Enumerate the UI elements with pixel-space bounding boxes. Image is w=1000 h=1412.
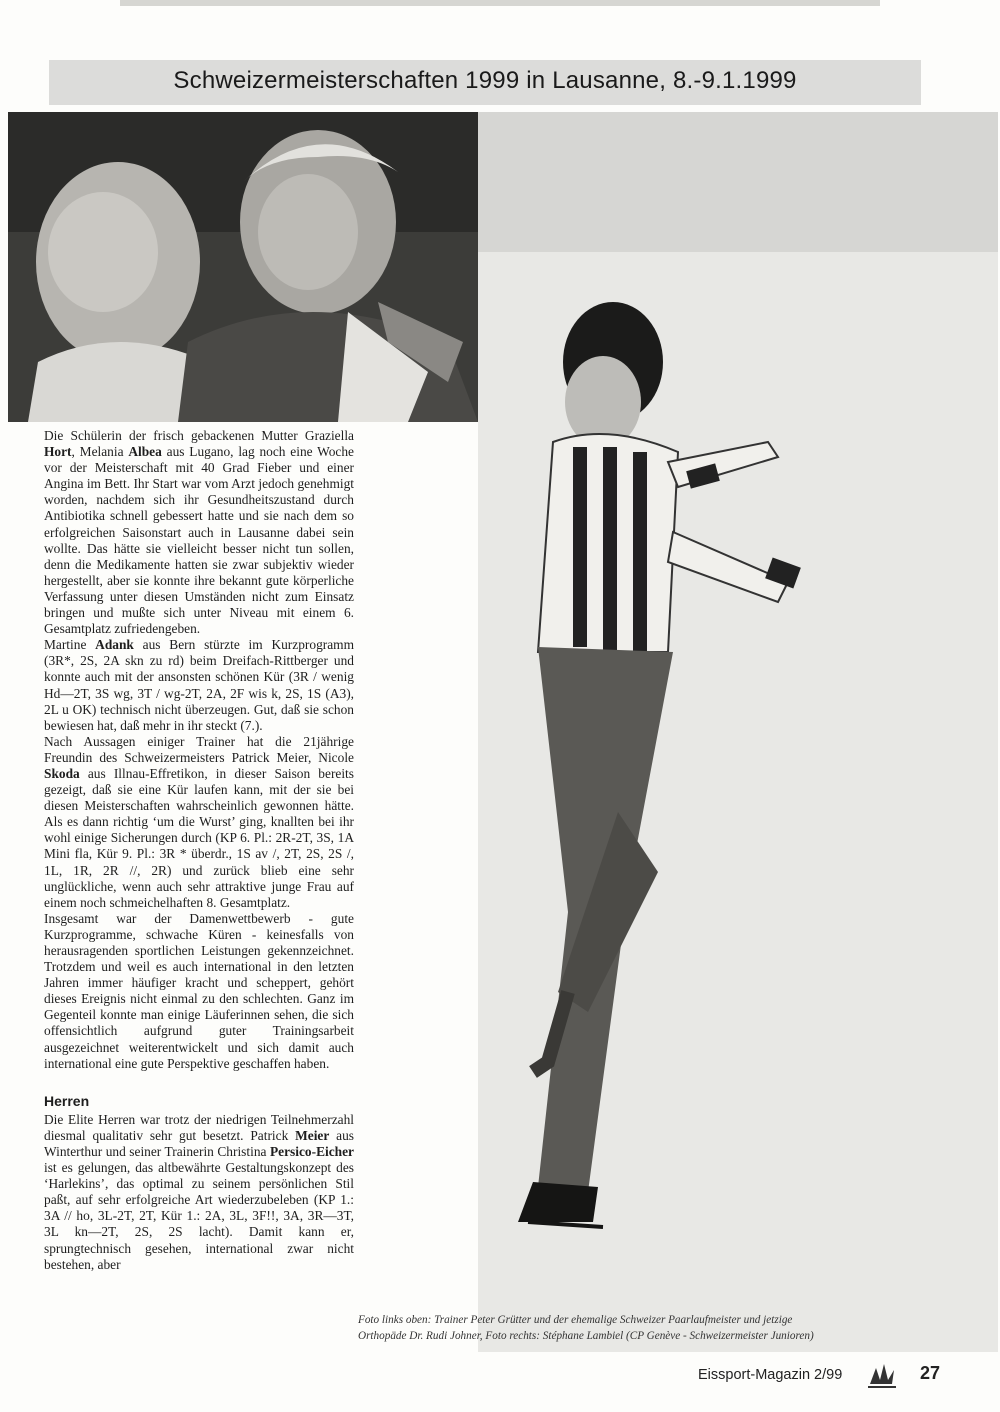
photo-coaches-illustration <box>8 112 478 422</box>
header-bar <box>49 60 921 105</box>
paragraph-skoda <box>44 734 354 911</box>
text-span: aus Bern stürzte im Kurzprogramm (3R*, 2S, 2A skn zu rd) beim Dreifach-Rittberger und konnte auch mit der ansonsten schönen Kür (3R / wenig Hd—2T, 3S wg, 3T / wg-2T, 2A, 2F wis k, 2S, 1S (A3), 2L u OK) technisch nicht überzeugen. Gut, daß sie schon bewiesen hat, daß mehr in ihr steckt (7.). <box>44 637 354 733</box>
text-span: Die Elite Herren war trotz der niedrigen Teilnehmerzahl diesmal qualitativ sehr gut besetzt. Patrick <box>44 1111 354 1143</box>
page-number: 27 <box>920 1363 941 1383</box>
text-span: ist es gelungen, das altbewährte Gestaltungskonzept des ‘Harlekins’, das optimal zu seinem persönlichen Stil paßt, auf sehr erfolgreiche Art wiederzubeleben (KP 1.: 3A // ho, 3L-2T, 2T, Kür 1.: 2A, 3L, 3F!!, 3A, 3R—3T, 3L kn—2T, 2S, 2S lacht). Damit kann er, sprungtechnisch gesehen, international zwar nicht bestehen, aber <box>44 1160 354 1272</box>
text-span: Nach Aussagen einiger Trainer hat die 21jährige Freundin des Schweizermeisters Patrick Meier, Nicole <box>44 733 354 765</box>
text-span: Martine <box>44 637 96 653</box>
name-albea: Albea <box>128 444 162 460</box>
name-adank: Adank <box>95 637 134 653</box>
photo-skater-illustration <box>478 112 998 1352</box>
paragraph-damen-summary: Insgesamt war der Damenwettbewerb - gute Kurzprogramme, schwache Küren - keinesfalls von herausragenden sportlichen Leistungen gekennzeichnet. Trotzdem und weil es auch international in den letzten Jahren immer häufiger kracht und scheppert, gehört dieses Ereignis nicht einmal zu den schlechten. Ganz im Gegenteil konnte man einige Läuferinnen sehen, die sich offensichtlich aufgrund guter Trainingsarbeit ausgezeichnet weiterentwickelt und sich damit auch international eine gute Perspektive geschaffen haben. <box>44 910 354 1071</box>
name-skoda: Skoda <box>44 765 80 781</box>
text-span: , Melania <box>71 444 129 460</box>
paragraph-meier <box>44 1112 354 1273</box>
text-span: aus Winterthur und seiner Trainerin Christina <box>44 1127 354 1159</box>
caption-line-1: Foto links oben: Trainer Peter Grütter und der ehemalige Schweizer Paarlaufmeister und jetzige <box>358 1314 793 1326</box>
top-edge-rule <box>120 0 880 6</box>
text-span: aus Lugano, lag noch eine Woche vor der Meisterschaft mit 40 Grad Fieber und einer Angina im Bett. Ihr Start war vom Arzt jedoch genehmigt worden, nachdem sich ihr Gesundheitszustand durch Antibiotika schnell gebessert hatte und sie nach dem so erfolgreichen Saisonstart auch in Lausanne dabei sein wollte. Das hätte sie vielleicht besser nicht tun sollen, denn die Medikamente hatten sie zwar subjektiv wieder hergestellt, aber sie konnte ihre bekannt gute körperliche Verfassung unter diesen Umständen nicht zum Einsatz bringen und mußte sich unter Niveau mit einem 6. Gesamtplatz zufriedengeben. <box>44 444 355 637</box>
article-body <box>44 428 354 1273</box>
page-footer <box>690 1362 950 1390</box>
paragraph-hort-albea <box>44 428 354 637</box>
section-heading-herren: Herren <box>44 1092 90 1109</box>
name-hort: Hort <box>44 444 72 460</box>
name-meier: Meier <box>295 1127 330 1143</box>
page-title: Schweizermeisterschaften 1999 in Lausanne, 8.-9.1.1999 <box>173 67 797 94</box>
caption-line-2: Orthopäde Dr. Rudi Johner, Foto rechts: Stéphane Lambiel (CP Genève - Schweizermeister Junioren) <box>358 1330 814 1342</box>
text-span: Die Schülerin der frisch gebackenen Mutter Graziella <box>44 428 354 443</box>
text-span: aus Illnau-Effretikon, in dieser Saison bereits gezeigt, daß sie eine Kür laufen kann, mit der sie bei diesen Meisterschaften wahrscheinlich gewonnen hätte. Als es dann richtig ‘um die Wurst’ ging, knallten bei ihr wohl einige Sicherungen durch (KP 6. Pl.: 2R-2T, 3S, 1A Mini fla, Kür 9. Pl.: 3R * überdr., 1S av /, 2T, 2S, 2S /, 1L, 1R, 2R //, 2R) und zurück blieb eine sehr unglückliche, wenn auch sehr attraktive junge Frau auf einem noch schmeichelhaften 8. Gesamtplatz. <box>44 765 354 910</box>
photo-caption <box>358 1312 918 1344</box>
photo-coaches <box>8 112 478 422</box>
magazine-logo-icon <box>866 1362 898 1390</box>
name-persico-eicher: Persico-Eicher <box>269 1143 354 1159</box>
paragraph-adank <box>44 637 354 734</box>
magazine-name: Eissport-Magazin 2/99 <box>698 1367 843 1383</box>
photo-skater <box>478 112 998 1352</box>
